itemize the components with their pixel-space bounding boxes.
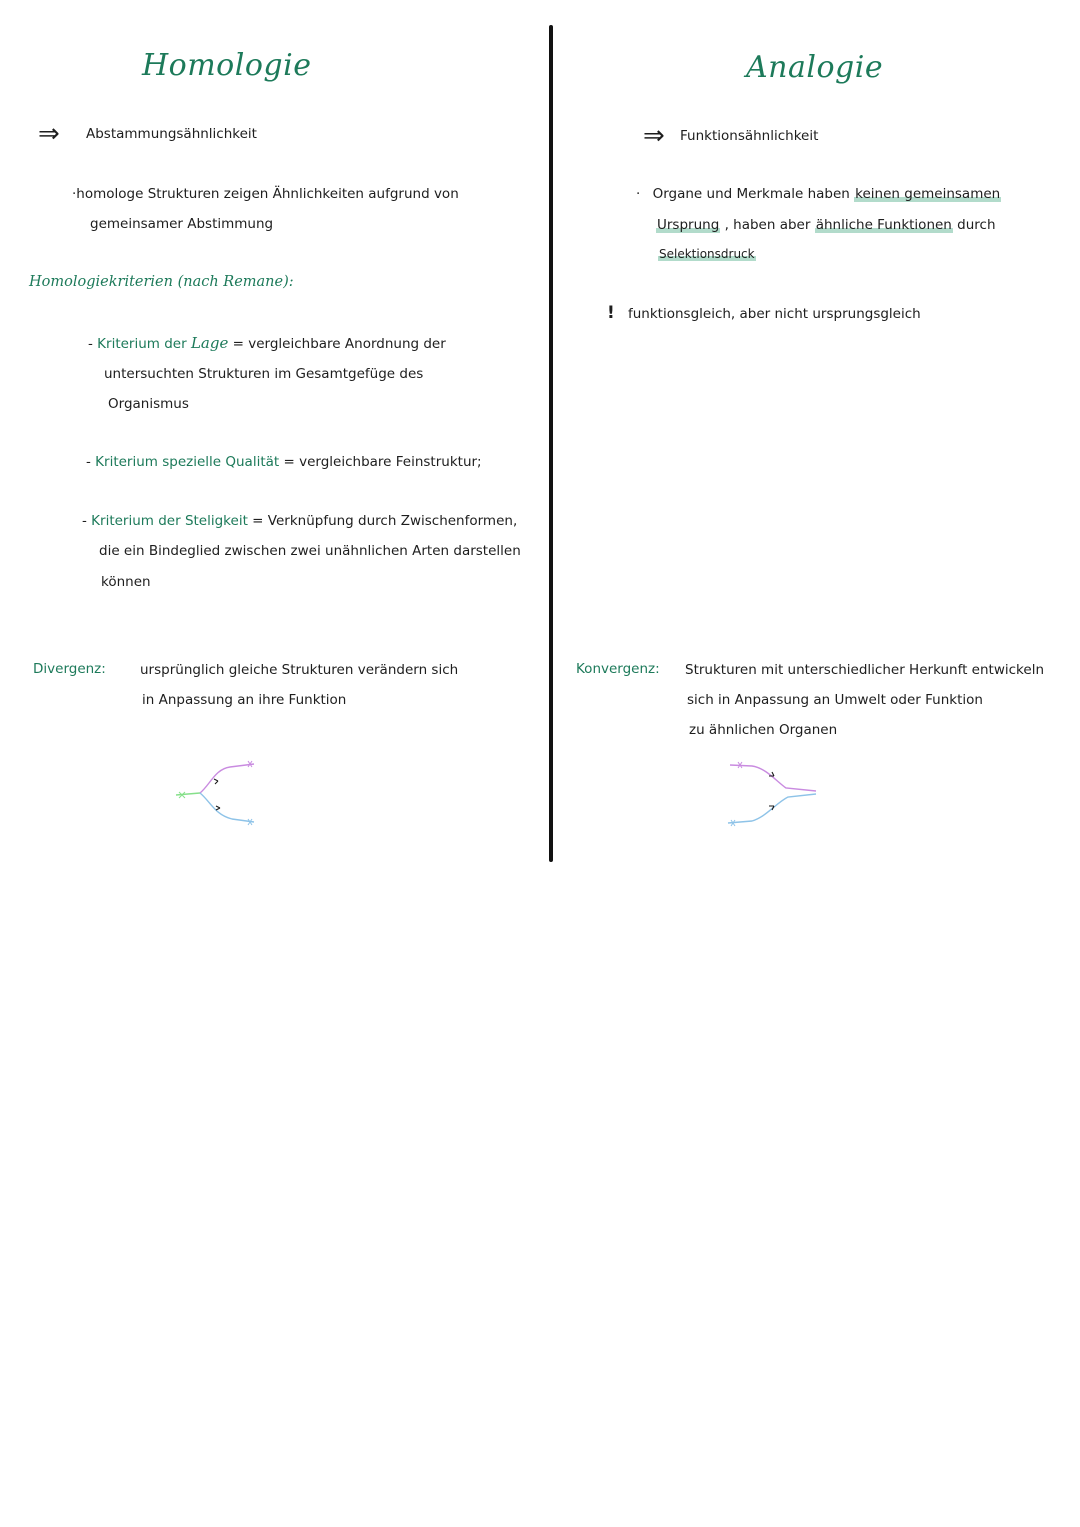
criterion-qualitaet-name: Kriterium spezielle Qualität (95, 454, 280, 470)
criteria-heading: Homologiekriterien (nach Remane): (29, 274, 294, 290)
criterion-steligkeit-line3: können (101, 574, 151, 590)
homologie-bullet-line2: gemeinsamer Abstimmung (90, 216, 274, 232)
criterion-lage-definition: = vergleichbare Anordnung der (232, 336, 446, 352)
konvergenz-line3: zu ähnlichen Organen (689, 722, 838, 738)
criterion-qualitaet-definition: = vergleichbare Feinstruktur; (283, 454, 482, 470)
criterion-dash: - (88, 336, 93, 352)
analogie-bullet-line2 (656, 217, 996, 233)
divergenz-line2: in Anpassung an ihre Funktion (142, 692, 347, 708)
criterion-qualitaet (86, 454, 482, 470)
criterion-steligkeit-line2: die ein Bindeglied zwischen zwei unähnlichen Arten darstellen (99, 543, 521, 559)
criterion-lage-name: Kriterium der (97, 336, 187, 352)
analogie-line2-text: , haben aber (724, 217, 811, 233)
criterion-lage-line2: untersuchten Strukturen im Gesamtgefüge des (104, 366, 424, 382)
analogie-bullet-line1 (636, 186, 1001, 202)
analogie-bullet-line3 (658, 247, 756, 261)
homologie-bullet-line1: ·homologe Strukturen zeigen Ähnlichkeiten aufgrund von (72, 186, 459, 202)
criterion-lage-keyword: Lage (190, 334, 229, 352)
criterion-steligkeit-line1 (82, 513, 517, 529)
implies-arrow-icon: ⇒ (643, 121, 665, 151)
criterion-steligkeit-name: Kriterium der Steligkeit (91, 513, 248, 529)
divergenz-line1: ursprünglich gleiche Strukturen verändern sich (140, 662, 459, 678)
analogie-title: Analogie (746, 50, 884, 85)
criterion-steligkeit-definition: = Verknüpfung durch Zwischenformen, (252, 513, 518, 529)
implies-arrow-icon: ⇒ (38, 119, 60, 149)
highlight-selektionsdruck: Selektionsdruck (659, 247, 755, 261)
column-divider (549, 25, 553, 862)
convergence-diagram-icon (722, 755, 822, 835)
homologie-subtitle: Abstammungsähnlichkeit (86, 126, 257, 142)
criterion-lage-line1 (88, 334, 446, 352)
analogie-line2-end: durch (957, 217, 996, 233)
konvergenz-line1: Strukturen mit unterschiedlicher Herkunft entwickeln (685, 662, 1044, 678)
analogie-line1-text: Organe und Merkmale haben (652, 186, 850, 202)
exclamation-mark: ! (607, 303, 615, 323)
highlight-aehnliche-funktionen: ähnliche Funktionen (815, 217, 952, 233)
criterion-dash: - (82, 513, 87, 529)
konvergenz-label: Konvergenz: (576, 661, 660, 677)
criterion-lage-line3: Organismus (108, 396, 189, 412)
divergenz-label: Divergenz: (33, 661, 106, 677)
highlight-ursprung: Ursprung (657, 217, 720, 233)
analogie-note: funktionsgleich, aber nicht ursprungsgleich (628, 306, 921, 322)
homologie-title: Homologie (142, 48, 312, 83)
analogie-subtitle: Funktionsähnlichkeit (680, 128, 819, 144)
highlight-keinen-gemeinsamen: keinen gemeinsamen (855, 186, 1001, 202)
divergence-diagram-icon (170, 755, 270, 835)
criterion-dash: - (86, 454, 91, 470)
konvergenz-line2: sich in Anpassung an Umwelt oder Funktion (687, 692, 983, 708)
bullet-dot: · (636, 186, 641, 202)
